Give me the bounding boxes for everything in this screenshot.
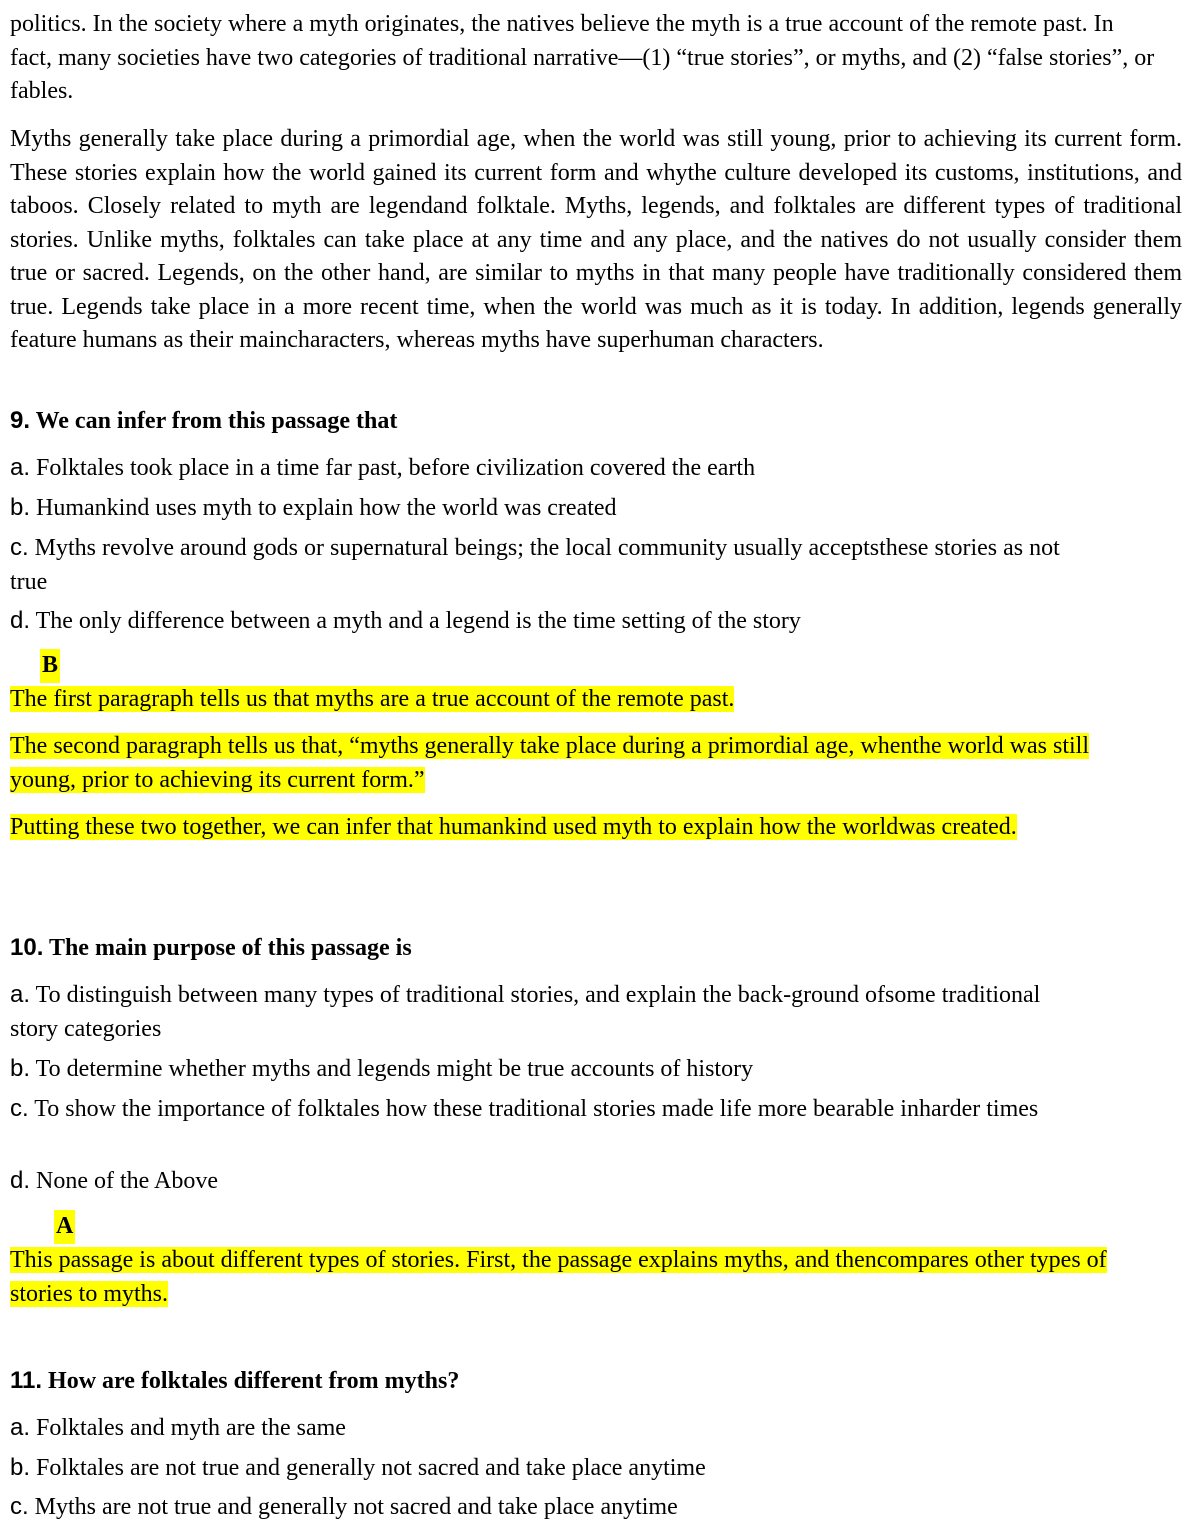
option-10d <box>10 1164 1182 1199</box>
option-10c <box>10 1092 1140 1127</box>
question-number: 11. <box>10 1367 43 1394</box>
option-letter: a. <box>10 1414 31 1441</box>
explanation-9-2 <box>10 730 1160 797</box>
question-text: We can infer from this passage that <box>35 408 398 434</box>
option-9c <box>10 531 1070 599</box>
option-letter: b. <box>10 1454 31 1481</box>
option-11a <box>10 1411 1182 1446</box>
passage-paragraph-2: Myths generally take place during a primordial age, when the world was still young, prior to achieving its current form. These stories explain how the world gained its current form and whythe culture developed its customs, institutions, and taboos. Closely related to myth are legendand folktale. Myths, legends, and folktales are different types of traditional stories. Unlike myths, folktales can take place at any time and any place, and the natives do not usually consider them true or sacred. Legends, on the other hand, are similar to myths in that many people have traditionally considered them true. Legends take place in a more recent time, when the world was much as it is today. In addition, legends generally feature humans as their maincharacters, whereas myths have superhuman characters. <box>10 126 1182 353</box>
option-9a <box>10 451 1182 486</box>
option-letter: b. <box>10 494 31 521</box>
explanation-text: The first paragraph tells us that myths are a true account of the remote past. <box>10 686 735 712</box>
question-number: 10. <box>10 934 44 961</box>
explanation-10-1 <box>10 1244 1125 1311</box>
option-text: Myths are not true and generally not sacred and take place anytime <box>34 1494 678 1520</box>
option-text: To determine whether myths and legends might be true accounts of history <box>35 1056 754 1082</box>
option-text: Humankind uses myth to explain how the world was created <box>36 495 617 521</box>
question-10 <box>10 931 1182 966</box>
option-letter: c. <box>10 1493 29 1520</box>
question-text: How are folktales different from myths? <box>48 1368 460 1394</box>
question-11 <box>10 1364 1182 1399</box>
option-text: Folktales took place in a time far past, before civilization covered the earth <box>36 455 756 481</box>
option-9d <box>10 604 1182 639</box>
option-10b <box>10 1052 1182 1087</box>
explanation-9-1 <box>10 683 1182 717</box>
explanation-9-3 <box>10 811 1080 845</box>
option-text: To show the importance of folktales how these traditional stories made life more bearable inharder times <box>34 1096 1039 1122</box>
question-number: 9. <box>10 407 31 434</box>
option-text: None of the Above <box>36 1168 218 1194</box>
option-text: Myths revolve around gods or supernatural beings; the local community usually acceptsthese stories as not true <box>10 535 1060 595</box>
explanation-text: This passage is about different types of stories. First, the passage explains myths, and thencompares other types of stories to myths. <box>10 1247 1107 1307</box>
option-letter: d. <box>10 1167 31 1194</box>
option-text: Folktales and myth are the same <box>36 1415 346 1441</box>
answer-badge-10: A <box>54 1210 75 1244</box>
question-9 <box>10 404 1182 439</box>
option-letter: a. <box>10 981 31 1008</box>
option-11b <box>10 1451 1182 1486</box>
option-text: To distinguish between many types of traditional stories, and explain the back-ground ofsome traditional story categories <box>10 982 1041 1042</box>
option-letter: c. <box>10 1095 29 1122</box>
option-text: Folktales are not true and generally not sacred and take place anytime <box>36 1455 706 1481</box>
option-letter: d. <box>10 607 31 634</box>
option-text: The only difference between a myth and a legend is the time setting of the story <box>35 608 801 634</box>
passage-paragraph-1: politics. In the society where a myth originates, the natives believe the myth is a true account of the remote past. In fact, many societies have two categories of traditional narrative—(1) “true stories”, or myths, and (2) “false stories”, or fables. <box>10 11 1155 104</box>
option-letter: b. <box>10 1055 31 1082</box>
option-9b <box>10 491 1182 526</box>
option-10a <box>10 978 1085 1046</box>
question-text: The main purpose of this passage is <box>48 935 412 961</box>
explanation-text: Putting these two together, we can infer that humankind used myth to explain how the worldwas created. <box>10 814 1017 840</box>
explanation-text: The second paragraph tells us that, “myths generally take place during a primordial age, whenthe world was still young, prior to achieving its current form.” <box>10 733 1089 793</box>
option-11c <box>10 1490 1182 1525</box>
option-letter: c. <box>10 534 29 561</box>
answer-badge-9: B <box>40 649 60 683</box>
option-letter: a. <box>10 454 31 481</box>
